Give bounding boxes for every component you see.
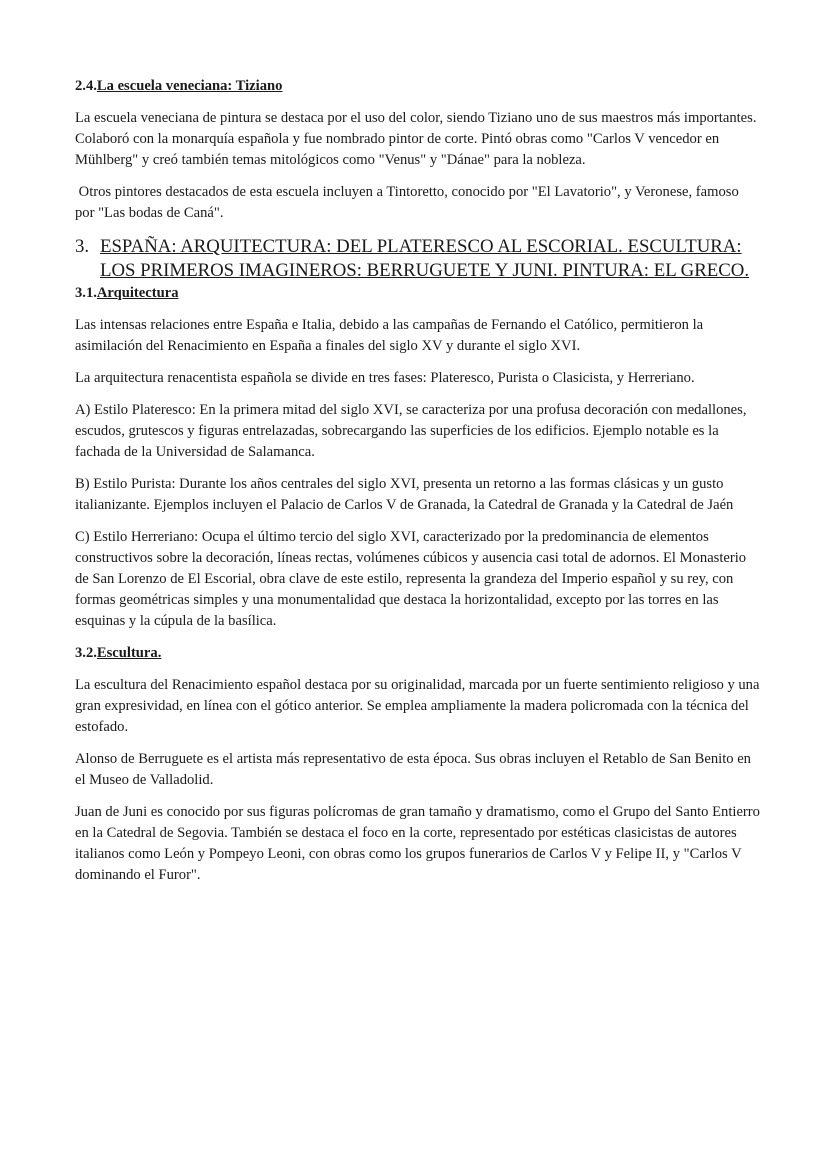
heading-3-2	[75, 643, 760, 664]
heading-3-1-number: 3.1.	[75, 285, 97, 301]
paragraph-3-2-3: Juan de Juni es conocido por sus figuras polícromas de gran tamaño y dramatismo, como el Grupo del Santo Entierro en la Catedral de Segovia. También se destaca el foco en la corte, representado por estéticas clasicistas de autores italianos como León y Pompeyo Leoni, con obras como los grupos funerarios de Carlos V y Felipe II, y "Carlos V dominando el Furor".	[75, 804, 760, 883]
heading-3	[75, 235, 760, 282]
heading-3-2-title: Escultura.	[96, 645, 162, 661]
heading-3-number: 3.	[75, 236, 90, 257]
heading-3-title: ESPAÑA: ARQUITECTURA: DEL PLATERESCO AL ESCORIAL. ESCULTURA: LOS PRIMEROS IMAGINEROS: BERRUGUETE Y JUNI. PINTURA: EL GRECO.	[100, 236, 750, 281]
heading-2-4-number: 2.4.	[75, 78, 97, 94]
heading-2-4-title: La escuela veneciana: Tiziano	[96, 78, 283, 94]
heading-2-4	[75, 76, 760, 97]
paragraph-3-1-2: La arquitectura renacentista española se divide en tres fases: Plateresco, Purista o Clasicista, y Herreriano.	[75, 370, 695, 386]
paragraph-3-2-1: La escultura del Renacimiento español destaca por su originalidad, marcada por un fuerte sentimiento religioso y una gran expresividad, en línea con el gótico anterior. Se emplea ampliamente la madera policromada con la técnica del estofado.	[75, 677, 760, 735]
paragraph-3-1-herreriano: C) Estilo Herreriano: Ocupa el último tercio del siglo XVI, caracterizado por la predominancia de elementos constructivos sobre la decoración, líneas rectas, volúmenes cúbicos y ausencia casi total de adornos. El Monasterio de San Lorenzo de El Escorial, obra clave de este estilo, representa la grandeza del Imperio español y su rey, con formas geométricas simples y una monumentalidad que destaca la horizontalidad, excepto por las torres en las esquinas y la cúpula de la basílica.	[75, 529, 747, 629]
paragraph-3-2-2: Alonso de Berruguete es el artista más representativo de esta época. Sus obras incluyen el Retablo de San Benito en el Museo de Valladolid.	[75, 751, 751, 788]
paragraph-2-4-1: La escuela veneciana de pintura se destaca por el uso del color, siendo Tiziano uno de sus maestros más importantes. Colaboró con la monarquía española y fue nombrado pintor de corte. Pintó obras como "Carlos V vencedor en Mühlberg" y creó también temas mitológicos como "Venus" y "Dánae" para la nobleza.	[75, 110, 757, 168]
heading-3-1-title: Arquitectura	[96, 285, 179, 301]
paragraph-3-1-1: Las intensas relaciones entre España e Italia, debido a las campañas de Fernando el Católico, permitieron la asimilación del Renacimiento en España a finales del siglo XV y durante el siglo XVI.	[75, 317, 704, 354]
heading-3-1	[75, 283, 760, 304]
paragraph-3-1-plateresco: A) Estilo Plateresco: En la primera mitad del siglo XVI, se caracteriza por una profusa decoración con medallones, escudos, grutescos y figuras entrelazadas, sobrecargando las superficies de los edificios. Ejemplo notable es la fachada de la Universidad de Salamanca.	[75, 402, 747, 460]
paragraph-2-4-2: Otros pintores destacados de esta escuela incluyen a Tintoretto, conocido por "El Lavatorio", y Veronese, famoso por "Las bodas de Caná".	[75, 184, 743, 221]
heading-3-2-number: 3.2.	[75, 645, 97, 661]
document-page	[75, 76, 760, 897]
paragraph-3-1-purista: B) Estilo Purista: Durante los años centrales del siglo XVI, presenta un retorno a las formas clásicas y un gusto italianizante. Ejemplos incluyen el Palacio de Carlos V de Granada, la Catedral de Granada y la Catedral de Jaén	[75, 476, 734, 513]
